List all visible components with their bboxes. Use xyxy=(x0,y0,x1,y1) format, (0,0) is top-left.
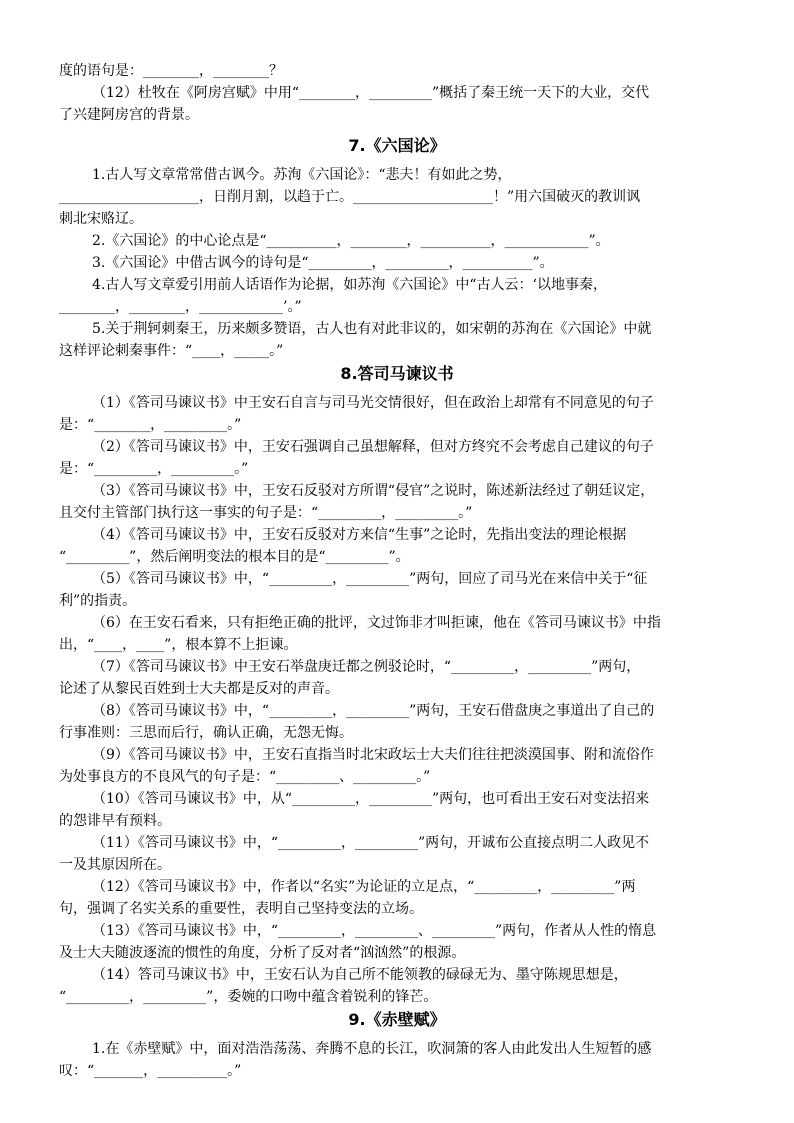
text-line: （13）《答司马谏议书》中，“_________，_________、_________”两句，作者从人性的惰息 xyxy=(92,923,657,939)
text-line: （14）答司马谏议书》中，王安石认为自己所不能领教的碌碌无为、墨守陈规思想是， xyxy=(92,967,628,983)
text-line: （4）《答司马谏议书》中，王安石反驳对方来信“生事”之论时，先指出变法的理论根据 xyxy=(92,527,627,543)
text-line: （12）杜牧在《阿房宫赋》中用“________，_________”概括了秦王统一天下的大业，交代 xyxy=(92,85,650,101)
text-line: 及士大夫随波逐流的惯性的角度，分析了反对者“汹汹然”的根源。 xyxy=(59,945,466,961)
text-line: 为处事良方的不良风气的句子是：“_________、_________。” xyxy=(59,769,431,785)
text-line: 刺北宋赂辽。 xyxy=(59,211,143,227)
text-line: （8）《答司马谏议书》中，“_________，_________”两句，王安石借盘庚之事道出了自己的 xyxy=(92,703,655,719)
text-line: 利”的指责。 xyxy=(59,593,137,609)
text-line: 的怨诽早有预料。 xyxy=(59,813,171,829)
text-line: 是：“________，_________。” xyxy=(59,417,242,433)
text-line: “_________，_________”，委婉的口吻中蕴含着锐利的锋芒。 xyxy=(59,989,438,1005)
text-line: （3）《答司马谏议书》中，王安石反驳对方所谓“侵官”之说时，陈述新法经过了朝廷议定， xyxy=(92,483,655,499)
text-line: （10）《答司马谏议书》中，从“_________，_________”两句，也可看出王安石对变法招来 xyxy=(92,791,650,807)
text-line: （7）《答司马谏议书》中王安石举盘庚迁都之例驳论时，“_________，_________”两句， xyxy=(92,659,641,675)
text-line: “_________”，然后阐明变法的根本目的是“_________”。 xyxy=(59,549,410,565)
text-line: （6）在王安石看来，只有拒绝正确的批评，文过饰非才叫拒谏，他在《答司马谏议书》中指 xyxy=(92,615,661,631)
text-line: 这样评论刺秦事件：“____，_____。” xyxy=(59,343,284,359)
text-line: 出，“____，____”，根本算不上拒谏。 xyxy=(59,637,298,653)
text-line: 5.关于荆轲刺秦王，历来颇多赞语，古人也有对此非议的，如宋朝的苏洵在《六国论》中就 xyxy=(92,321,652,337)
text-line: ____________________，日削月割，以趋于亡。____________________！”用六国破灭的教训讽 xyxy=(59,189,641,205)
text-line: 度的语句是：________，________？ xyxy=(59,63,283,79)
text-line: 了兴建阿房宫的背景。 xyxy=(59,107,199,123)
text-line: 句，强调了名实关系的重要性，表明自己坚持变法的立场。 xyxy=(59,901,423,917)
text-line: （11）《答司马谏议书》中，“_________，_________”两句，开诚布公直接点明二人政见不 xyxy=(92,835,650,851)
section-heading-chibifu: 9.《赤壁赋》 xyxy=(348,1010,446,1029)
section-heading-liuguolun: 7.《六国论》 xyxy=(348,136,446,155)
text-line: （1）《答司马谏议书》中王安石自言与司马光交情很好，但在政治上却常有不同意见的句子 xyxy=(92,395,654,411)
text-line: 2.《六国论》的中心论点是“__________，________，__________，____________”。 xyxy=(92,233,610,249)
text-line: 1.在《赤壁赋》中，面对浩浩荡荡、奔腾不息的长江，吹洞箫的客人由此发出人生短暂的感 xyxy=(92,1041,652,1057)
text-line: （5）《答司马谏议书》中，“_________，_________”两句，回应了司马光在来信中关于“征 xyxy=(92,571,648,587)
text-line: 3.《六国论》中借古讽今的诗句是“_________，_________，__________”。 xyxy=(92,255,554,271)
text-line: 1.古人写文章常常借古讽今。苏洵《六国论》：“悲夫！有如此之势， xyxy=(92,167,512,183)
text-line: 论述了从黎民百姓到士大夫都是反对的声音。 xyxy=(59,681,339,697)
text-line: （2）《答司马谏议书》中，王安石强调自己虽想解释，但对方终究不会考虑自己建议的句子 xyxy=(92,439,654,455)
section-heading-dasimajianyishu: 8.答司马谏议书 xyxy=(340,364,454,383)
text-line: 行事准则：三思而后行，确认正确，无怨无悔。 xyxy=(59,725,353,741)
text-line: （12）《答司马谏议书》中，作者以“名实”为论证的立足点，“_________，_________”两 xyxy=(92,879,636,895)
text-line: 4.古人写文章爱引用前人话语作为论据，如苏洵《六国论》中“古人云：‘以地事秦， xyxy=(92,277,607,293)
text-line: 是：“_________，_________。” xyxy=(59,461,249,477)
text-line: ________，________，____________’。” xyxy=(59,299,302,315)
text-line: 一及其原因所在。 xyxy=(59,857,171,873)
text-line: 且交付主管部门执行这一事实的句子是：“_________，_________。” xyxy=(59,505,473,521)
text-line: （9）《答司马谏议书》中，王安石直指当时北宋政坛士大夫们往往把淡漠国事、附和流俗作 xyxy=(92,747,654,763)
text-line: 叹：“_______，__________。” xyxy=(59,1063,242,1079)
